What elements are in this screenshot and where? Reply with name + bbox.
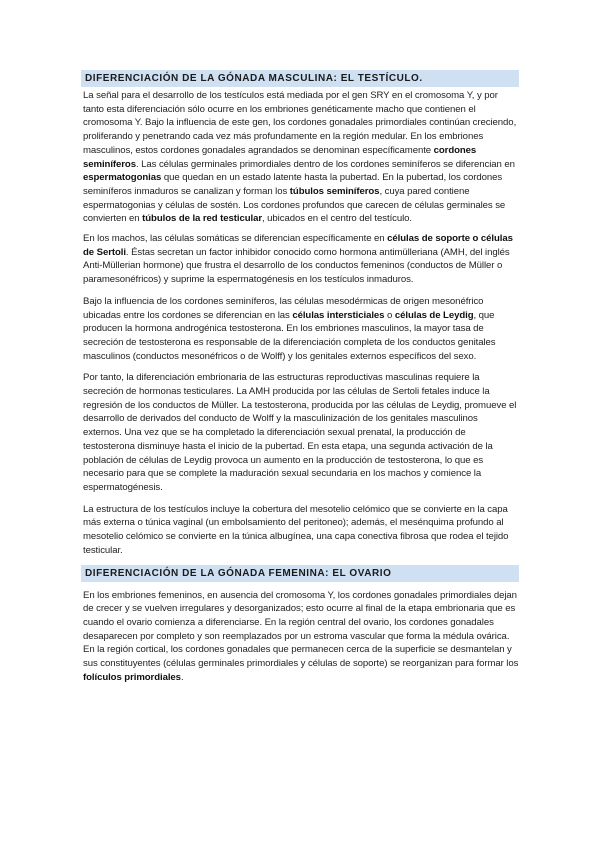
text-run: que quedan en un estado latente hasta la pubertad. En la pubertad, los cordones seminíferos inmaduros se canalizan y forman los — [83, 172, 503, 197]
paragraph-leydig — [83, 295, 519, 364]
text-run: , que producen la hormona androgénica testosterona. En los embriones masculinos, la mayor tasa de secreción de testosterona es responsable de la diferenciación completa de los conductos genitales masculinos (conductos mesonéfricos o de Wolff) y los genitales externos específicos del sexo. — [83, 309, 496, 362]
text-run: Bajo la influencia de los cordones seminíferos, las células mesodérmicas de origen mesonéfrico ubicadas entre los cordones se diferencian en las — [83, 295, 484, 321]
text-run: La señal para el desarrollo de los testículos está mediada por el gen SRY en el cromosoma Y, y por tanto esta diferenciación sólo ocurre en los embriones genéticamente macho que contienen el cromosoma Y. Bajo la influencia de este gen, los cordones gonadales primordiales continúan creciendo, proliferando y penetrando cada vez más profundamente en la región medular. En los embriones masculinos, estos cordones gonadales agrandados se denominan específicamente — [83, 90, 517, 156]
bold-term: túbulos de la red testicular — [142, 213, 262, 225]
paragraph-srY — [83, 89, 519, 226]
text-run: En los embriones femeninos, en ausencia del cromosoma Y, los cordones gonadales primordiales dejan de crecer y se vuelven irregulares y desorganizados; esto ocurre al final de la etapa embrionaria que es cuando el ovario comienza a diferenciarse. En la región central del ovario, los cordones gonadales desaparecen por completo y son reemplazados por un estroma vascular que forma la médula ovárica. En la región cortical, los cordones gonadales que permanecen cerca de la superficie se desmantelan y sus constituyentes (células germinales primordiales y células de soporte) se reorganizan para formar los — [83, 589, 519, 670]
bold-term: células de Leydig — [394, 309, 474, 321]
text-run: En los machos, las células somáticas se diferencian específicamente en — [83, 233, 388, 245]
text-run: , ubicados en el centro del testículo. — [262, 213, 413, 225]
bold-term: células de soporte o células de Sertoli — [83, 233, 513, 258]
bold-term: células intersticiales — [292, 309, 385, 321]
paragraph-sertoli — [83, 232, 519, 287]
bold-term: folículos primordiales — [83, 671, 181, 683]
bold-term: cordones seminíferos — [83, 144, 477, 170]
bold-term: espermatogonias — [83, 172, 162, 184]
paragraph-estructura: La estructura de los testículos incluye la cobertura del mesotelio celómico que se convierte en la capa más externa o túnica vaginal (un embolsamiento del peritoneo); además, el mesénquima profundo al mesotelio celómico se convierte en la túnica albugínea, una capa conectiva fibrosa que rodea el tejido testicular. — [83, 503, 509, 556]
text-run: , cuya pared contiene espermatogonias y células de sostén. Los cordones profundos que carecen de células germinales se convierten en — [83, 185, 506, 225]
section-heading-ovario: DIFERENCIACIÓN DE LA GÓNADA FEMENINA: EL OVARIO — [81, 565, 519, 582]
paragraph-hormonas: Por tanto, la diferenciación embrionaria de las estructuras reproductivas masculinas requiere la secreción de hormonas testiculares. La AMH producida por las células de Sertoli fetales induce la regresión de los conductos de Müller. La testosterona, producida por las células de Leydig, promueve el desarrollo de derivados del conducto de Wolff y la masculinización de los genitales masculinos externos. Una vez que se ha completado la diferenciación sexual prenatal, la producción de testosterona disminuye hasta el inicio de la pubertad. En esta etapa, una segunda activación de la población de células de Leydig provoca un aumento en la producción de testosterona, lo que es necesario para que se complete la maduración sexual secundaria en los machos y comience la espermatogénesis. — [83, 372, 517, 493]
text-run: . Éstas secretan un factor inhibidor conocido como hormona antimülleriana (AMH, del inglés Anti-Müllerian hormone) que frustra el desarrollo de los conductos femeninos (conductos de Müller o paramesonéfricos) y suprime la espermatogénesis en los testículos inmaduros. — [83, 246, 510, 286]
text-run: . Las células germinales primordiales dentro de los cordones seminíferos se diferencian en — [135, 158, 515, 170]
text-run: . — [180, 671, 184, 683]
section-heading-testiculo: DIFERENCIACIÓN DE LA GÓNADA MASCULINA: EL TESTÍCULO. — [81, 70, 519, 87]
bold-term: túbulos seminíferos — [289, 185, 380, 197]
document-body — [83, 70, 519, 684]
paragraph-ovario — [83, 589, 519, 685]
text-run: o — [384, 309, 395, 321]
